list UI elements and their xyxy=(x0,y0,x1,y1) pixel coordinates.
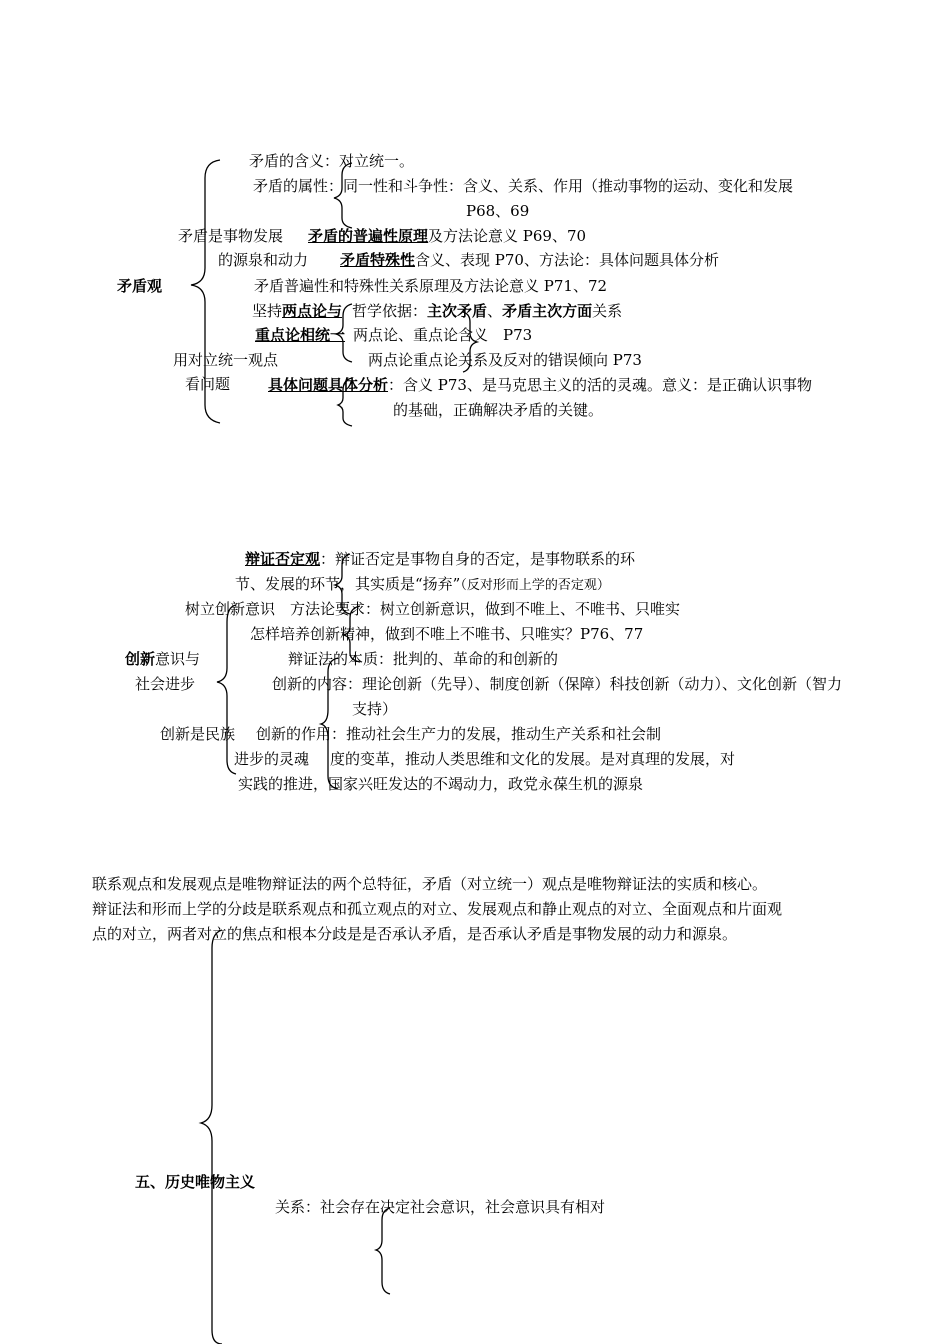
maodun-twopoint-b3: 矛盾主次方面 xyxy=(502,302,593,320)
maodun-twopoint-end: 关系 xyxy=(592,302,623,320)
maodun-left-2: 的源泉和动力 xyxy=(218,251,309,269)
maodun-twopoint-term: 两点论与 xyxy=(282,302,343,320)
maodun-line-definition: 矛盾的含义：对立统一。 xyxy=(249,152,415,170)
chuangxin-role-3: 实践的推进，国家兴旺发达的不竭动力，政党永葆生机的源泉 xyxy=(238,775,644,793)
maodun-line-attribute: 矛盾的属性：同一性和斗争性：含义、关系、作用（推动事物的运动、变化和发展 xyxy=(253,177,794,195)
summary-line-1: 联系观点和发展观点是唯物辩证法的两个总特征，矛盾（对立统一）观点是唯物辩证法的实质和核心。 xyxy=(92,875,768,893)
chuangxin-role: 创新的作用：推动社会生产力的发展，推动生产关系和社会制 xyxy=(256,725,662,743)
summary-line-2: 辩证法和形而上学的分歧是联系观点和孤立观点的对立、发展观点和静止观点的对立、全面观点和片面观 xyxy=(92,900,783,918)
maodun-root: 矛盾观 xyxy=(117,277,163,295)
maodun-particularity-rest: 含义、表现 P70、方法论：具体问题具体分析 xyxy=(415,251,719,269)
chuangxin-soul-1: 创新是民族 xyxy=(160,725,236,743)
chuangxin-negation-2-main: 节、发展的环节，其实质是“扬弃” xyxy=(235,575,461,593)
maodun-line-attribute-pages: P68、69 xyxy=(466,202,530,220)
chuangxin-role-2: 度的变革，推动人类思维和文化的发展。是对真理的发展，对 xyxy=(330,750,736,768)
chuangxin-negation-2-note: （反对形而上学的否定观） xyxy=(460,578,610,593)
chuangxin-content: 创新的内容：理论创新（先导）、制度创新（保障）科技创新（动力）、文化创新（智力 xyxy=(272,675,843,693)
chuangxin-root-2: 社会进步 xyxy=(135,675,196,693)
summary-line-3: 点的对立，两者对立的焦点和根本分歧是是否承认矛盾，是否承认矛盾是事物发展的动力和源泉。 xyxy=(92,925,738,943)
chuangxin-essence: 辩证法的本质：批判的、革命的和创新的 xyxy=(288,650,559,668)
maodun-line-particularity xyxy=(340,250,719,270)
maodun-concrete-term: 具体问题具体分析 xyxy=(268,376,389,394)
history-relation: 关系：社会存在决定社会意识，社会意识具有相对 xyxy=(275,1198,606,1216)
maodun-focus-term: 重点论相统一 xyxy=(255,326,346,344)
history-relation-brace xyxy=(376,1208,390,1294)
maodun-twopoint-basis: 哲学依据： xyxy=(352,302,428,320)
history-main-brace xyxy=(201,930,222,1344)
maodun-line-universality xyxy=(308,226,586,246)
chuangxin-root-bold: 创新 xyxy=(125,650,156,668)
chuangxin-awareness: 树立创新意识 方法论要求：树立创新意识，做到不唯上、不唯书、只唯实 xyxy=(185,600,681,618)
maodun-line-concrete xyxy=(268,375,812,395)
maodun-particularity-term: 矛盾特殊性 xyxy=(340,251,416,269)
chuangxin-negation-2 xyxy=(235,574,610,596)
maodun-left-3: 用对立统一观点 xyxy=(173,351,279,369)
chuangxin-soul-2: 进步的灵魂 xyxy=(234,750,310,768)
maodun-universality-term: 矛盾的普遍性原理 xyxy=(308,227,429,245)
maodun-line-errors: 两点论重点论关系及反对的错误倾向 P73 xyxy=(368,351,642,369)
maodun-concrete-rest: ：含义 P73、是马克思主义的活的灵魂。意义：是正确认识事物 xyxy=(388,376,812,394)
maodun-left-4: 看问题 xyxy=(185,375,231,393)
maodun-twopoint-pre: 坚持 xyxy=(252,302,283,320)
history-heading: 五、历史唯物主义 xyxy=(135,1173,256,1191)
maodun-focus-rest: 两点论、重点论含义 P73 xyxy=(353,326,533,344)
summary-paragraph xyxy=(92,872,867,947)
maodun-twopoint-b2: 主次矛盾 xyxy=(427,302,488,320)
chuangxin-negation xyxy=(245,549,635,569)
maodun-line-concrete-2: 的基础，正确解决矛盾的关键。 xyxy=(393,401,604,419)
chuangxin-root-rest: 意识与 xyxy=(155,650,201,668)
maodun-line-twopoint xyxy=(252,301,622,321)
chuangxin-negation-rest: ：辩证否定是事物自身的否定，是事物联系的环 xyxy=(320,550,636,568)
maodun-universality-rest: 及方法论意义 P69、70 xyxy=(428,227,587,245)
maodun-left-1: 矛盾是事物发展 xyxy=(178,227,284,245)
chuangxin-root xyxy=(125,649,200,669)
chuangxin-content-2: 支持） xyxy=(352,700,398,718)
maodun-line-focus xyxy=(255,325,532,345)
chuangxin-awareness-2: 怎样培养创新精神，做到不唯上不唯书、只唯实？P76、77 xyxy=(250,625,644,643)
chuangxin-negation-term: 辩证否定观 xyxy=(245,550,321,568)
maodun-twopoint-sep: 、 xyxy=(487,302,503,320)
maodun-line-relation: 矛盾普遍性和特殊性关系原理及方法论意义 P71、72 xyxy=(254,277,608,295)
